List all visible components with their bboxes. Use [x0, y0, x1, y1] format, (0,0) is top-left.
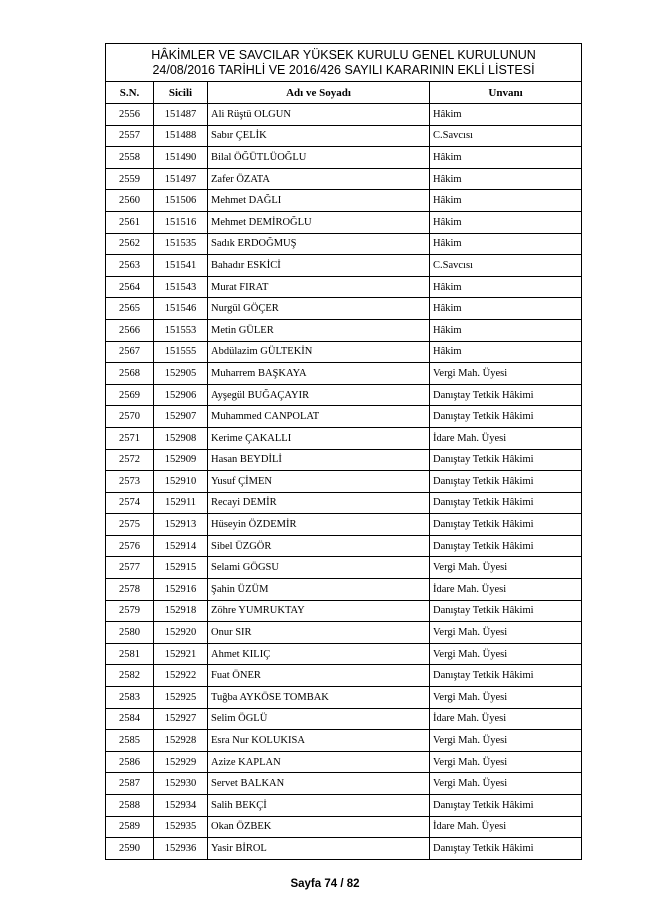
cell-unvan: İdare Mah. Üyesi	[430, 816, 582, 838]
cell-sicil: 151488	[154, 125, 208, 147]
cell-sn: 2563	[106, 255, 154, 277]
column-header-name: Adı ve Soyadı	[208, 82, 430, 104]
cell-sicil: 152935	[154, 816, 208, 838]
cell-name: Kerime ÇAKALLI	[208, 427, 430, 449]
cell-name: Salih BEKÇİ	[208, 795, 430, 817]
cell-unvan: İdare Mah. Üyesi	[430, 579, 582, 601]
cell-unvan: Danıştay Tetkik Hâkimi	[430, 449, 582, 471]
cell-sicil: 151535	[154, 233, 208, 255]
cell-sicil: 152925	[154, 687, 208, 709]
column-header-sn: S.N.	[106, 82, 154, 104]
table-row	[106, 557, 582, 579]
cell-sicil: 151506	[154, 190, 208, 212]
table-row	[106, 190, 582, 212]
table-row	[106, 363, 582, 385]
cell-sicil: 152911	[154, 492, 208, 514]
cell-sicil: 152914	[154, 535, 208, 557]
cell-unvan: Danıştay Tetkik Hâkimi	[430, 406, 582, 428]
cell-sicil: 152913	[154, 514, 208, 536]
cell-unvan: Hâkim	[430, 104, 582, 126]
cell-sn: 2566	[106, 319, 154, 341]
cell-sn: 2567	[106, 341, 154, 363]
cell-sn: 2590	[106, 838, 154, 860]
cell-sicil: 151497	[154, 168, 208, 190]
table-row	[106, 708, 582, 730]
cell-sicil: 152927	[154, 708, 208, 730]
cell-unvan: Danıştay Tetkik Hâkimi	[430, 492, 582, 514]
cell-sn: 2583	[106, 687, 154, 709]
cell-sicil: 152916	[154, 579, 208, 601]
title-line-1: HÂKİMLER VE SAVCILAR YÜKSEK KURULU GENEL KURULUNUN	[151, 47, 536, 62]
cell-unvan: Vergi Mah. Üyesi	[430, 643, 582, 665]
cell-sicil: 152910	[154, 471, 208, 493]
cell-sicil: 152908	[154, 427, 208, 449]
cell-sicil: 152918	[154, 600, 208, 622]
table-row	[106, 168, 582, 190]
cell-sicil: 151543	[154, 276, 208, 298]
cell-unvan: İdare Mah. Üyesi	[430, 708, 582, 730]
table-row	[106, 687, 582, 709]
cell-name: Recayi DEMİR	[208, 492, 430, 514]
table-row	[106, 471, 582, 493]
cell-sn: 2587	[106, 773, 154, 795]
cell-sn: 2570	[106, 406, 154, 428]
cell-name: Sabır ÇELİK	[208, 125, 430, 147]
cell-sn: 2575	[106, 514, 154, 536]
cell-sicil: 151487	[154, 104, 208, 126]
cell-sicil: 152934	[154, 795, 208, 817]
table-row	[106, 298, 582, 320]
cell-sn: 2585	[106, 730, 154, 752]
cell-unvan: Danıştay Tetkik Hâkimi	[430, 514, 582, 536]
cell-name: Mehmet DAĞLI	[208, 190, 430, 212]
table-row	[106, 125, 582, 147]
cell-sicil: 151516	[154, 211, 208, 233]
cell-unvan: Vergi Mah. Üyesi	[430, 687, 582, 709]
cell-name: Esra Nur KOLUKISA	[208, 730, 430, 752]
cell-name: Mehmet DEMİROĞLU	[208, 211, 430, 233]
table-row	[106, 579, 582, 601]
cell-name: Fuat ÖNER	[208, 665, 430, 687]
cell-sicil: 152930	[154, 773, 208, 795]
document-sheet	[105, 43, 581, 860]
table-row	[106, 600, 582, 622]
cell-unvan: Hâkim	[430, 298, 582, 320]
cell-name: Ali Rüştü OLGUN	[208, 104, 430, 126]
table-row	[106, 622, 582, 644]
table-row	[106, 384, 582, 406]
cell-unvan: Danıştay Tetkik Hâkimi	[430, 384, 582, 406]
cell-name: Selami GÖGSU	[208, 557, 430, 579]
cell-sicil: 151555	[154, 341, 208, 363]
table-row	[106, 276, 582, 298]
table-row	[106, 341, 582, 363]
cell-sn: 2560	[106, 190, 154, 212]
title-row	[106, 44, 582, 82]
cell-unvan: Vergi Mah. Üyesi	[430, 730, 582, 752]
cell-unvan: İdare Mah. Üyesi	[430, 427, 582, 449]
cell-name: Nurgül GÖÇER	[208, 298, 430, 320]
cell-sicil: 152920	[154, 622, 208, 644]
cell-unvan: Vergi Mah. Üyesi	[430, 773, 582, 795]
cell-sn: 2584	[106, 708, 154, 730]
cell-sn: 2573	[106, 471, 154, 493]
cell-sn: 2569	[106, 384, 154, 406]
cell-name: Zöhre YUMRUKTAY	[208, 600, 430, 622]
table-row	[106, 104, 582, 126]
table-row	[106, 147, 582, 169]
table-row	[106, 838, 582, 860]
table-row	[106, 643, 582, 665]
cell-unvan: C.Savcısı	[430, 255, 582, 277]
cell-sn: 2571	[106, 427, 154, 449]
cell-sicil: 151490	[154, 147, 208, 169]
cell-unvan: Vergi Mah. Üyesi	[430, 557, 582, 579]
cell-name: Muhammed CANPOLAT	[208, 406, 430, 428]
table-row	[106, 211, 582, 233]
cell-name: Şahin ÜZÜM	[208, 579, 430, 601]
cell-sn: 2565	[106, 298, 154, 320]
cell-unvan: Vergi Mah. Üyesi	[430, 363, 582, 385]
cell-sn: 2562	[106, 233, 154, 255]
cell-unvan: Vergi Mah. Üyesi	[430, 622, 582, 644]
personnel-table	[105, 43, 582, 860]
table-row	[106, 492, 582, 514]
cell-sn: 2568	[106, 363, 154, 385]
cell-name: Bahadır ESKİCİ	[208, 255, 430, 277]
table-row	[106, 795, 582, 817]
cell-sicil: 151541	[154, 255, 208, 277]
table-row	[106, 406, 582, 428]
cell-sicil: 152915	[154, 557, 208, 579]
table-row	[106, 255, 582, 277]
table-row	[106, 514, 582, 536]
cell-unvan: Danıştay Tetkik Hâkimi	[430, 535, 582, 557]
cell-sn: 2559	[106, 168, 154, 190]
cell-name: Servet BALKAN	[208, 773, 430, 795]
cell-name: Ayşegül BUĞAÇAYIR	[208, 384, 430, 406]
cell-sicil: 152929	[154, 751, 208, 773]
cell-unvan: Hâkim	[430, 211, 582, 233]
cell-sicil: 152905	[154, 363, 208, 385]
cell-sicil: 151553	[154, 319, 208, 341]
cell-name: Okan ÖZBEK	[208, 816, 430, 838]
cell-unvan: Hâkim	[430, 190, 582, 212]
cell-sn: 2574	[106, 492, 154, 514]
cell-sicil: 152907	[154, 406, 208, 428]
table-row	[106, 427, 582, 449]
cell-unvan: Danıştay Tetkik Hâkimi	[430, 838, 582, 860]
cell-sicil: 152928	[154, 730, 208, 752]
cell-unvan: Hâkim	[430, 341, 582, 363]
cell-name: Metin GÜLER	[208, 319, 430, 341]
cell-name: Sadık ERDOĞMUŞ	[208, 233, 430, 255]
table-row	[106, 751, 582, 773]
cell-sicil: 152936	[154, 838, 208, 860]
cell-sn: 2561	[106, 211, 154, 233]
page-number: Sayfa 74 / 82	[290, 878, 360, 890]
cell-sn: 2576	[106, 535, 154, 557]
table-row	[106, 535, 582, 557]
cell-unvan: Vergi Mah. Üyesi	[430, 751, 582, 773]
cell-sn: 2580	[106, 622, 154, 644]
cell-sn: 2578	[106, 579, 154, 601]
cell-sn: 2581	[106, 643, 154, 665]
cell-name: Yasir BİROL	[208, 838, 430, 860]
cell-sn: 2579	[106, 600, 154, 622]
cell-name: Onur SIR	[208, 622, 430, 644]
cell-name: Yusuf ÇİMEN	[208, 471, 430, 493]
table-row	[106, 319, 582, 341]
cell-sicil: 152922	[154, 665, 208, 687]
cell-sicil: 152909	[154, 449, 208, 471]
table-row	[106, 773, 582, 795]
cell-name: Azize KAPLAN	[208, 751, 430, 773]
column-header-unvan: Unvanı	[430, 82, 582, 104]
cell-name: Murat FIRAT	[208, 276, 430, 298]
cell-name: Muharrem BAŞKAYA	[208, 363, 430, 385]
table-row	[106, 730, 582, 752]
cell-sn: 2556	[106, 104, 154, 126]
cell-sn: 2572	[106, 449, 154, 471]
cell-name: Ahmet KILIÇ	[208, 643, 430, 665]
cell-name: Bilal ÖĞÜTLÜOĞLU	[208, 147, 430, 169]
document-title	[106, 44, 582, 82]
cell-sn: 2558	[106, 147, 154, 169]
cell-unvan: Hâkim	[430, 233, 582, 255]
cell-unvan: Hâkim	[430, 319, 582, 341]
table-row	[106, 449, 582, 471]
cell-unvan: Hâkim	[430, 168, 582, 190]
cell-unvan: Hâkim	[430, 276, 582, 298]
header-row	[106, 82, 582, 104]
cell-name: Abdülazim GÜLTEKİN	[208, 341, 430, 363]
cell-sn: 2588	[106, 795, 154, 817]
cell-unvan: Danıştay Tetkik Hâkimi	[430, 600, 582, 622]
cell-sn: 2582	[106, 665, 154, 687]
table-row	[106, 816, 582, 838]
cell-name: Tuğba AYKÖSE TOMBAK	[208, 687, 430, 709]
cell-sn: 2557	[106, 125, 154, 147]
cell-name: Hüseyin ÖZDEMİR	[208, 514, 430, 536]
cell-sn: 2586	[106, 751, 154, 773]
cell-name: Selim ÖGLÜ	[208, 708, 430, 730]
cell-sn: 2577	[106, 557, 154, 579]
cell-name: Hasan BEYDİLİ	[208, 449, 430, 471]
cell-sicil: 152906	[154, 384, 208, 406]
cell-name: Zafer ÖZATA	[208, 168, 430, 190]
cell-sicil: 151546	[154, 298, 208, 320]
table-row	[106, 665, 582, 687]
cell-unvan: Danıştay Tetkik Hâkimi	[430, 795, 582, 817]
cell-sicil: 152921	[154, 643, 208, 665]
cell-unvan: C.Savcısı	[430, 125, 582, 147]
cell-sn: 2564	[106, 276, 154, 298]
cell-name: Sibel ÜZGÖR	[208, 535, 430, 557]
cell-unvan: Hâkim	[430, 147, 582, 169]
title-line-2: 24/08/2016 TARİHLİ VE 2016/426 SAYILI KARARININ EKLİ LİSTESİ	[152, 62, 535, 77]
column-header-sicil: Sicili	[154, 82, 208, 104]
cell-unvan: Danıştay Tetkik Hâkimi	[430, 665, 582, 687]
table-row	[106, 233, 582, 255]
cell-unvan: Danıştay Tetkik Hâkimi	[430, 471, 582, 493]
cell-sn: 2589	[106, 816, 154, 838]
